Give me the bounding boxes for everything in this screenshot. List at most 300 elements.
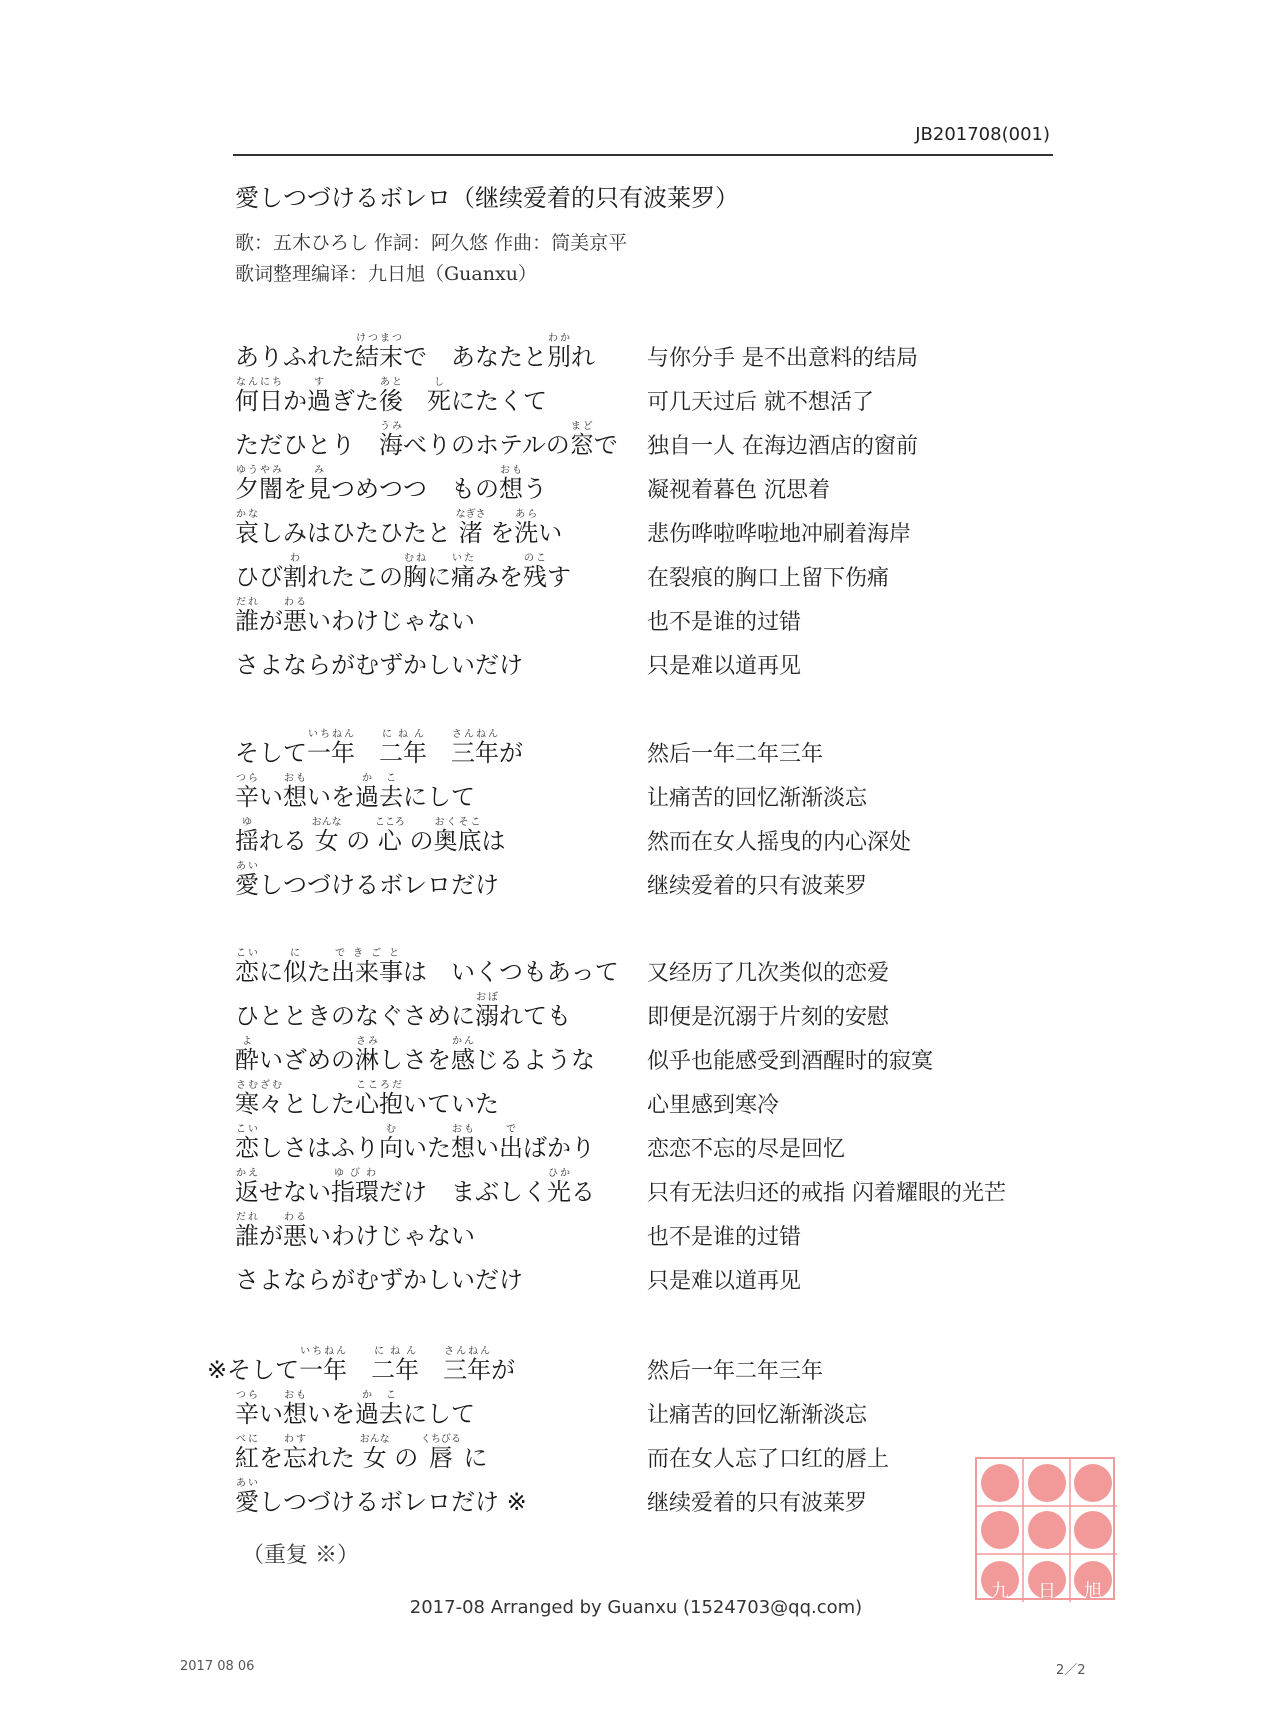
repeat-note: （重复 ※）: [242, 1543, 359, 1568]
furigana-word: [235, 1212, 259, 1250]
kana-text: しつづけるボレロだけ: [259, 871, 499, 899]
chinese-translation: 独自一人 在海边酒店的窗前: [647, 434, 918, 459]
kanji-text: 悪: [283, 607, 307, 635]
chinese-translation: 然后一年二年三年: [647, 742, 824, 767]
chinese-translation: 似乎也能感受到酒醒时的寂寞: [647, 1049, 934, 1074]
kanji-text: 心: [374, 827, 405, 855]
japanese-lyric: [235, 1478, 527, 1517]
lyric-line: [0, 1124, 1272, 1171]
kana-text: い: [538, 519, 563, 547]
kana-text: ただひとり: [235, 431, 379, 459]
kana-text: ひび: [235, 563, 283, 591]
furigana-reading: おくそこ: [433, 817, 482, 828]
furigana-reading: なぎさ: [455, 509, 486, 520]
furigana-reading: かえ: [235, 1168, 259, 1179]
kanji-text: 渚: [455, 519, 486, 547]
furigana-word: [331, 948, 403, 986]
kana-text: にたくて: [451, 387, 547, 415]
kanji-text: 忘: [283, 1444, 307, 1472]
lyric-line: [0, 729, 1272, 776]
furigana-reading: さんねん: [451, 729, 499, 740]
kana-text: の: [401, 827, 434, 855]
kana-text: ひとときのなぐさめに: [235, 1002, 475, 1030]
kanji-text: 痛: [451, 563, 475, 591]
lyric-line: [0, 1259, 1272, 1303]
furigana-reading: いちねん: [307, 729, 355, 740]
kana-text: ぎた: [331, 387, 379, 415]
kana-text: は: [481, 827, 506, 855]
furigana-reading: よ: [235, 1036, 259, 1047]
japanese-lyric: [235, 1260, 523, 1295]
kana-text: の: [338, 827, 378, 855]
kana-text: じるような: [475, 1046, 595, 1074]
furigana-word: [283, 948, 307, 986]
kanji-text: 二年: [371, 1356, 420, 1384]
chinese-translation: 又经历了几次类似的恋爱: [647, 961, 890, 986]
furigana-word: [235, 1390, 259, 1428]
japanese-lyric: [235, 465, 547, 504]
song-credits: 歌：五木ひろし 作詞：阿久悠 作曲：筒美京平: [235, 232, 628, 254]
furigana-reading: あら: [514, 509, 539, 520]
furigana-reading: つら: [235, 773, 259, 784]
furigana-reading: こころだ: [355, 1080, 403, 1091]
kanji-text: 溺: [475, 1002, 499, 1030]
furigana-word: [451, 553, 475, 591]
kana-text: す: [547, 563, 571, 591]
chinese-translation: 可几天过后 就不想活了: [647, 390, 874, 415]
lyric-line: [0, 553, 1272, 600]
kanji-text: 見: [307, 475, 331, 503]
lyric-line: [0, 817, 1272, 864]
lyric-line: [0, 1168, 1272, 1215]
chinese-translation: 让痛苦的回忆渐渐淡忘: [647, 1403, 868, 1428]
kanji-text: 悪: [283, 1222, 307, 1250]
furigana-reading: こい: [235, 1124, 259, 1135]
furigana-word: [235, 1036, 259, 1074]
kana-text: いざめの: [259, 1046, 355, 1074]
kanji-text: 愛: [235, 1488, 259, 1516]
furigana-word: [235, 948, 259, 986]
japanese-lyric: [235, 1212, 475, 1251]
chinese-translation: 继续爱着的只有波莱罗: [647, 874, 868, 899]
kanji-text: 返: [235, 1178, 259, 1206]
kanji-text: 光: [547, 1178, 571, 1206]
furigana-reading: み: [307, 465, 331, 476]
kanji-text: 一年: [307, 739, 355, 767]
furigana-reading: にねん: [379, 729, 427, 740]
kanji-text: 恋: [235, 1134, 259, 1162]
kana-text: [419, 1356, 443, 1384]
kana-text: そして: [227, 1356, 300, 1384]
kana-text: ばかり: [523, 1134, 595, 1162]
furigana-word: [371, 1346, 420, 1384]
furigana-reading: おんな: [359, 1434, 390, 1445]
furigana-reading: し: [427, 377, 451, 388]
lyric-line: [0, 333, 1272, 380]
kanji-text: 想: [499, 475, 523, 503]
document-code: JB201708(001): [915, 124, 1050, 145]
footer-arranged-by: 2017-08 Arranged by Guanxu (1524703@qq.com): [409, 1597, 863, 1618]
furigana-word: [235, 377, 283, 415]
chinese-translation: 即便是沉溺于片刻的安慰: [647, 1005, 890, 1030]
lyric-line: [0, 1212, 1272, 1259]
japanese-lyric: [235, 1434, 488, 1473]
furigana-word: [451, 1124, 475, 1162]
chinese-translation: 只是难以道再见: [647, 1269, 802, 1294]
furigana-reading: わか: [547, 333, 571, 344]
kanji-text: 似: [283, 958, 307, 986]
kana-text: [355, 739, 379, 767]
furigana-word: [283, 1434, 307, 1472]
kanji-text: 一年: [299, 1356, 348, 1384]
kanji-text: 誰: [235, 607, 259, 635]
kanji-text: 過去: [355, 1400, 403, 1428]
furigana-word: [355, 773, 403, 811]
kana-text: いわけじゃない: [307, 1222, 475, 1250]
kanji-text: 誰: [235, 1222, 259, 1250]
furigana-word: [443, 1346, 492, 1384]
kanji-text: 結末: [355, 343, 403, 371]
kanji-text: 二年: [379, 739, 427, 767]
kanji-text: 恋: [235, 958, 259, 986]
furigana-reading: むね: [403, 553, 427, 564]
kana-text: い: [259, 1400, 283, 1428]
furigana-word: [499, 465, 523, 503]
seal-graphic: [977, 1459, 1117, 1602]
furigana-word: [235, 597, 259, 635]
furigana-word: [374, 817, 405, 855]
kanji-text: 揺: [235, 827, 259, 855]
furigana-reading: ゆびわ: [331, 1168, 379, 1179]
kanji-text: 過: [307, 387, 331, 415]
kanji-text: 三年: [443, 1356, 492, 1384]
kana-text: べりのホテルの: [403, 431, 570, 459]
kana-text: で あなたと: [403, 343, 547, 371]
chinese-translation: 恋恋不忘的尽是回忆: [647, 1137, 846, 1162]
furigana-word: [283, 597, 307, 635]
kanji-text: 洗: [514, 519, 539, 547]
furigana-reading: おんな: [311, 817, 342, 828]
furigana-reading: ゆ: [235, 817, 259, 828]
furigana-word: [235, 861, 259, 899]
kana-text: みを: [475, 563, 523, 591]
kanji-text: 想: [451, 1134, 475, 1162]
furigana-word: [299, 1346, 348, 1384]
kana-text: にして: [403, 783, 475, 811]
chinese-translation: 也不是谁的过错: [647, 1225, 802, 1250]
furigana-reading: おも: [499, 465, 523, 476]
furigana-word: [433, 817, 482, 855]
japanese-lyric: [235, 992, 571, 1031]
furigana-word: [379, 421, 403, 459]
furigana-reading: ひか: [547, 1168, 571, 1179]
kanji-text: 酔: [235, 1046, 259, 1074]
japanese-lyric: [235, 421, 618, 460]
furigana-word: [499, 1124, 523, 1162]
kanji-text: 割: [283, 563, 307, 591]
furigana-reading: わす: [283, 1434, 307, 1445]
furigana-reading: す: [307, 377, 331, 388]
seal-char: 旭: [1084, 1581, 1102, 1602]
lyric-line: [0, 377, 1272, 424]
furigana-reading: おも: [283, 773, 307, 784]
kanji-text: 出: [499, 1134, 523, 1162]
kana-text: を: [283, 475, 307, 503]
kana-text: い: [475, 1134, 499, 1162]
furigana-word: [283, 553, 307, 591]
japanese-lyric: [235, 861, 499, 900]
kana-text: [347, 1356, 371, 1384]
furigana-word: [379, 1124, 403, 1162]
kanji-text: 夕闇: [235, 475, 283, 503]
furigana-word: [455, 509, 486, 547]
kana-text: つめつつ もの: [331, 475, 499, 503]
kana-text: か: [283, 387, 307, 415]
kana-text: とした: [283, 1090, 355, 1118]
seal-char: 九: [991, 1581, 1009, 1602]
japanese-lyric: [235, 773, 475, 812]
japanese-lyric: [235, 1168, 595, 1207]
kanji-text: 寒々: [235, 1090, 283, 1118]
kana-text: が: [491, 1356, 516, 1384]
kana-text: の: [386, 1444, 426, 1472]
furigana-word: [403, 553, 427, 591]
kanji-text: 向: [379, 1134, 403, 1162]
furigana-reading: おも: [451, 1124, 475, 1135]
furigana-word: [355, 1080, 403, 1118]
kanji-text: 死: [427, 387, 451, 415]
furigana-reading: こい: [235, 948, 259, 959]
japanese-lyric: [235, 1036, 595, 1075]
footer-page-number: 2／2: [1056, 1663, 1086, 1678]
header-rule: [233, 154, 1053, 156]
stanza-1: [0, 333, 1272, 688]
kanji-text: 出来事: [331, 958, 403, 986]
seal-char: 日: [1038, 1581, 1056, 1602]
kana-text: で: [593, 431, 618, 459]
lyric-line: [0, 1036, 1272, 1083]
kanji-text: 辛: [235, 1400, 259, 1428]
kana-text: い: [259, 783, 283, 811]
furigana-word: [307, 465, 331, 503]
chinese-translation: 继续爱着的只有波莱罗: [647, 1491, 868, 1516]
kanji-text: 残: [523, 563, 547, 591]
furigana-word: [379, 729, 427, 767]
furigana-reading: くちびる: [420, 1434, 461, 1445]
kana-text: れ: [571, 343, 595, 371]
chinese-translation: 凝视着暮色 沉思着: [647, 478, 830, 503]
furigana-reading: こころ: [374, 817, 405, 828]
stanza-2: [0, 729, 1272, 908]
lyric-line: [0, 509, 1272, 556]
kana-text: に: [427, 563, 451, 591]
kana-text: いた: [403, 1134, 451, 1162]
song-title: 愛しつづけるボレロ（继续爱着的只有波莱罗）: [235, 184, 739, 212]
kanji-text: 過去: [355, 783, 403, 811]
furigana-word: [523, 553, 547, 591]
kanji-text: 窓: [569, 431, 594, 459]
furigana-reading: だれ: [235, 597, 259, 608]
chinese-translation: 在裂痕的胸口上留下伤痛: [647, 566, 890, 591]
furigana-word: [355, 333, 403, 371]
lyric-line: [0, 1346, 1272, 1393]
lyric-line: [0, 597, 1272, 644]
furigana-reading: あと: [379, 377, 403, 388]
kana-text: を: [482, 519, 515, 547]
chinese-translation: 只有无法归还的戒指 闪着耀眼的光芒: [647, 1181, 1006, 1206]
japanese-lyric: [235, 1124, 595, 1163]
furigana-word: [235, 1124, 259, 1162]
chinese-translation: 然后一年二年三年: [647, 1359, 824, 1384]
furigana-word: [359, 1434, 390, 1472]
japanese-lyric: [235, 1390, 475, 1429]
kana-text: れる: [259, 827, 315, 855]
kana-text: いていた: [403, 1090, 499, 1118]
kana-text: だけ まぶしく: [379, 1178, 547, 1206]
lyric-line: [0, 773, 1272, 820]
kanji-text: 感: [451, 1046, 475, 1074]
lyric-line: [0, 465, 1272, 512]
kana-text: れても: [499, 1002, 571, 1030]
furigana-reading: で: [499, 1124, 523, 1135]
arranger-credit: 歌词整理编译：九日旭（Guanxu）: [235, 263, 537, 285]
furigana-word: [451, 729, 499, 767]
furigana-reading: わ: [283, 553, 307, 564]
kana-text: [403, 387, 427, 415]
chinese-translation: 然而在女人摇曳的内心深处: [647, 830, 912, 855]
kana-text: しみはひたひたと: [259, 519, 459, 547]
furigana-reading: なんにち: [235, 377, 283, 388]
furigana-reading: まど: [569, 421, 594, 432]
furigana-reading: かん: [451, 1036, 475, 1047]
kana-text: しさはふり: [259, 1134, 379, 1162]
furigana-word: [235, 465, 283, 503]
kana-text: しつづけるボレロだけ ※: [259, 1488, 527, 1516]
furigana-word: [235, 509, 259, 547]
chinese-translation: 只是难以道再见: [647, 654, 802, 679]
kana-text: しさを: [379, 1046, 451, 1074]
seal-stamp: [975, 1457, 1115, 1600]
furigana-word: [475, 992, 499, 1030]
kana-text: が: [259, 1222, 283, 1250]
kanji-text: 何日: [235, 387, 283, 415]
chinese-translation: 也不是谁的过错: [647, 610, 802, 635]
kanji-text: 想: [283, 1400, 307, 1428]
furigana-reading: さみ: [355, 1036, 379, 1047]
chinese-translation: 让痛苦的回忆渐渐淡忘: [647, 786, 868, 811]
kanji-text: 海: [379, 431, 403, 459]
furigana-word: [420, 1434, 461, 1472]
japanese-lyric: [235, 645, 523, 680]
kana-text: そして: [235, 739, 307, 767]
furigana-reading: べに: [235, 1434, 259, 1445]
furigana-word: [311, 817, 342, 855]
lyric-line: [0, 861, 1272, 908]
kana-text: いわけじゃない: [307, 607, 475, 635]
kana-text: せない: [259, 1178, 331, 1206]
furigana-reading: つら: [235, 1390, 259, 1401]
lyric-line: [0, 992, 1272, 1039]
kana-text: にして: [403, 1400, 475, 1428]
japanese-lyric: [235, 597, 475, 636]
kanji-text: 辛: [235, 783, 259, 811]
kanji-text: 想: [283, 783, 307, 811]
furigana-reading: む: [379, 1124, 403, 1135]
furigana-reading: かな: [235, 509, 259, 520]
kana-text: が: [499, 739, 523, 767]
kanji-text: 奥底: [433, 827, 482, 855]
furigana-word: [331, 1168, 379, 1206]
furigana-reading: だれ: [235, 1212, 259, 1223]
furigana-word: [283, 1390, 307, 1428]
chinese-translation: 与你分手 是不出意料的结局: [647, 346, 918, 371]
furigana-word: [547, 1168, 571, 1206]
furigana-reading: に: [283, 948, 307, 959]
furigana-reading: にねん: [371, 1346, 420, 1357]
furigana-word: [283, 1212, 307, 1250]
furigana-word: [235, 1434, 259, 1472]
kanji-text: 哀: [235, 519, 259, 547]
chinese-translation: 而在女人忘了口红的唇上: [647, 1447, 890, 1472]
chinese-translation: 悲伤哗啦哗啦地冲刷着海岸: [647, 522, 912, 547]
kana-text: う: [523, 475, 547, 503]
kana-text: た: [307, 958, 331, 986]
furigana-reading: けつまつ: [355, 333, 403, 344]
furigana-reading: わる: [283, 597, 307, 608]
stanza-3: [0, 948, 1272, 1303]
kanji-text: 胸: [403, 563, 427, 591]
kanji-text: 心抱: [355, 1090, 403, 1118]
kana-text: いを: [307, 1400, 355, 1428]
kana-text: ※: [207, 1356, 228, 1384]
kana-text: れたこの: [307, 563, 403, 591]
furigana-reading: さむざむ: [235, 1080, 283, 1091]
kanji-text: 愛: [235, 871, 259, 899]
furigana-reading: ゆうやみ: [235, 465, 283, 476]
japanese-lyric: [235, 729, 523, 768]
kana-text: を: [259, 1444, 283, 1472]
japanese-lyric: [235, 948, 619, 987]
kana-text: が: [259, 607, 283, 635]
kanji-text: 女: [311, 827, 342, 855]
furigana-word: [355, 1390, 403, 1428]
kanji-text: 淋: [355, 1046, 379, 1074]
lyric-line: [0, 421, 1272, 468]
chinese-translation: 心里感到寒冷: [647, 1093, 780, 1118]
kanji-text: 三年: [451, 739, 499, 767]
furigana-word: [235, 817, 259, 855]
furigana-reading: いた: [451, 553, 475, 564]
kana-text: に: [259, 958, 283, 986]
furigana-word: [514, 509, 539, 547]
lyric-line: [0, 644, 1272, 688]
kanji-text: 別: [547, 343, 571, 371]
furigana-reading: うみ: [379, 421, 403, 432]
furigana-reading: いちねん: [299, 1346, 348, 1357]
japanese-lyric: [235, 1080, 499, 1119]
furigana-word: [355, 1036, 379, 1074]
japanese-lyric: [235, 553, 571, 592]
kanji-text: 唇: [420, 1444, 461, 1472]
furigana-word: [235, 1080, 283, 1118]
furigana-reading: おぼ: [475, 992, 499, 1003]
kana-text: れた: [307, 1444, 363, 1472]
furigana-reading: あい: [235, 861, 259, 872]
furigana-word: [427, 377, 451, 415]
furigana-word: [547, 333, 571, 371]
kana-text: さよならがむずかしいだけ: [235, 1266, 523, 1294]
furigana-word: [307, 377, 331, 415]
